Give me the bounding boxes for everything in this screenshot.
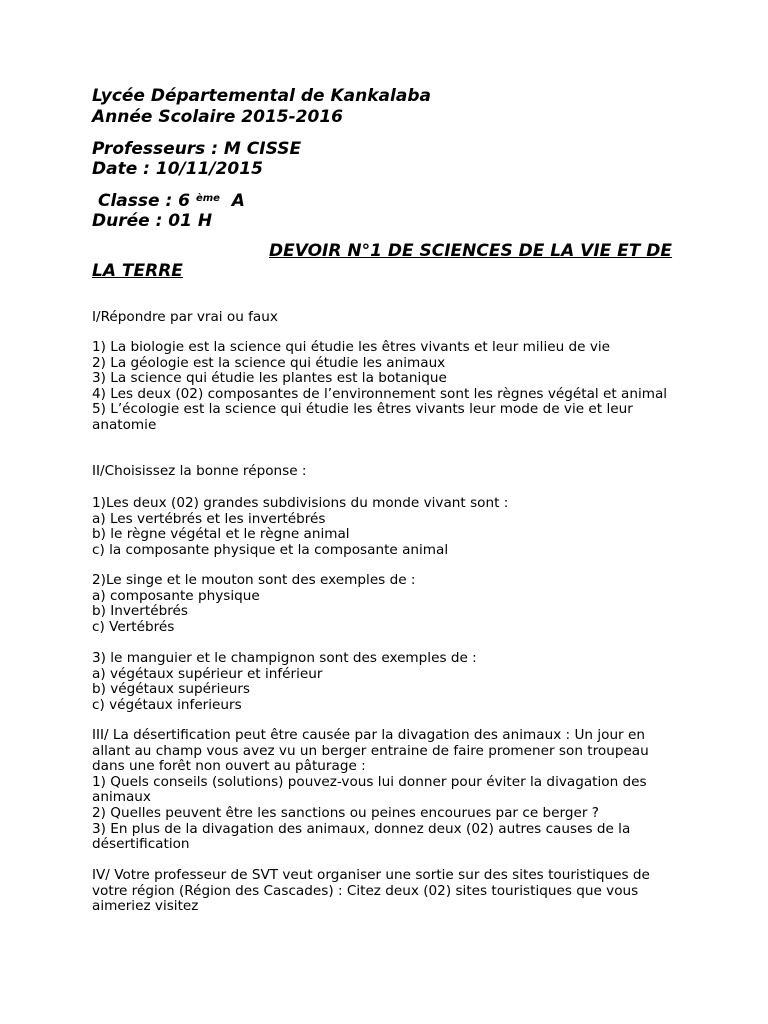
- list-item: 1) Quels conseils (solutions) pouvez-vous lui donner pour éviter la divagation des animaux: [92, 773, 647, 806]
- answer-option: a) Les vertébrés et les invertébrés: [92, 510, 326, 527]
- list-item: 3) En plus de la divagation des animaux, donnez deux (02) autres causes de la désertification: [92, 820, 631, 853]
- question-2: [92, 573, 682, 635]
- section-1-items: [92, 340, 682, 434]
- answer-option: a) végétaux supérieur et inférieur: [92, 665, 323, 682]
- answer-option: b) végétaux supérieurs: [92, 681, 251, 698]
- section-text: IV/ Votre professeur de SVT veut organiser une sortie sur des sites touristiques de votre région (Région des Cascades) : Citez deux (02) sites touristiques que vous aimeriez visitez: [92, 867, 650, 915]
- list-item: 2) La géologie est la science qui étudie les animaux: [92, 354, 446, 371]
- school-name: Lycée Départemental de Kankalaba: [92, 86, 431, 106]
- class-superscript: ème: [195, 193, 220, 204]
- answer-option: c) la composante physique et la composante animal: [92, 541, 449, 558]
- school-year: Année Scolaire 2015-2016: [92, 107, 343, 127]
- list-item: 5) L’écologie est la science qui étudie les êtres vivants leur mode de vie et leur anatomie: [92, 401, 633, 433]
- section-1: [92, 310, 682, 326]
- exam-title: DEVOIR N°1 DE SCIENCES DE LA VIE ET DE LA TERRE: [92, 241, 673, 281]
- answer-option: c) Vertébrés: [92, 618, 175, 635]
- question-text: 3) le manguier et le champignon sont des exemples de :: [92, 650, 477, 666]
- list-item: 1) La biologie est la science qui étudie les êtres vivants et leur milieu de vie: [92, 339, 611, 355]
- section-4: [92, 868, 682, 915]
- question-text: 1)Les deux (02) grandes subdivisions du monde vivant sont :: [92, 495, 509, 511]
- question-text: 2)Le singe et le mouton sont des exemples de :: [92, 572, 416, 588]
- answer-option: b) Invertébrés: [92, 603, 188, 620]
- section-heading: II/Choisissez la bonne réponse :: [92, 463, 307, 479]
- answer-option: a) composante physique: [92, 587, 260, 604]
- section-2: [92, 464, 682, 480]
- exam-duration: Durée : 01 H: [92, 211, 213, 231]
- class-prefix: Classe : 6: [98, 191, 191, 211]
- exam-date: Date : 10/11/2015: [92, 159, 263, 179]
- class-label: [98, 191, 245, 211]
- section-heading: I/Répondre par vrai ou faux: [92, 309, 278, 325]
- answer-option: c) végétaux inferieurs: [92, 696, 242, 713]
- list-item: 2) Quelles peuvent être les sanctions ou peines encourues par ce berger ?: [92, 804, 599, 821]
- answer-option: b) le règne végétal et le règne animal: [92, 526, 350, 543]
- section-intro: III/ La désertification peut être causée par la divagation des animaux : Un jour en allant au champ vous avez vu un berger entraine de faire promener son troupeau dans une forêt non ouvert au pâturage :: [92, 727, 649, 775]
- section-3: [92, 728, 682, 853]
- question-3: [92, 651, 682, 713]
- class-suffix: A: [231, 191, 245, 211]
- list-item: 4) Les deux (02) composantes de l’environnement sont les règnes végétal et animal: [92, 385, 668, 402]
- question-1: [92, 496, 682, 558]
- list-item: 3) La science qui étudie les plantes est la botanique: [92, 370, 447, 387]
- teacher-name: Professeurs : M CISSE: [92, 139, 302, 159]
